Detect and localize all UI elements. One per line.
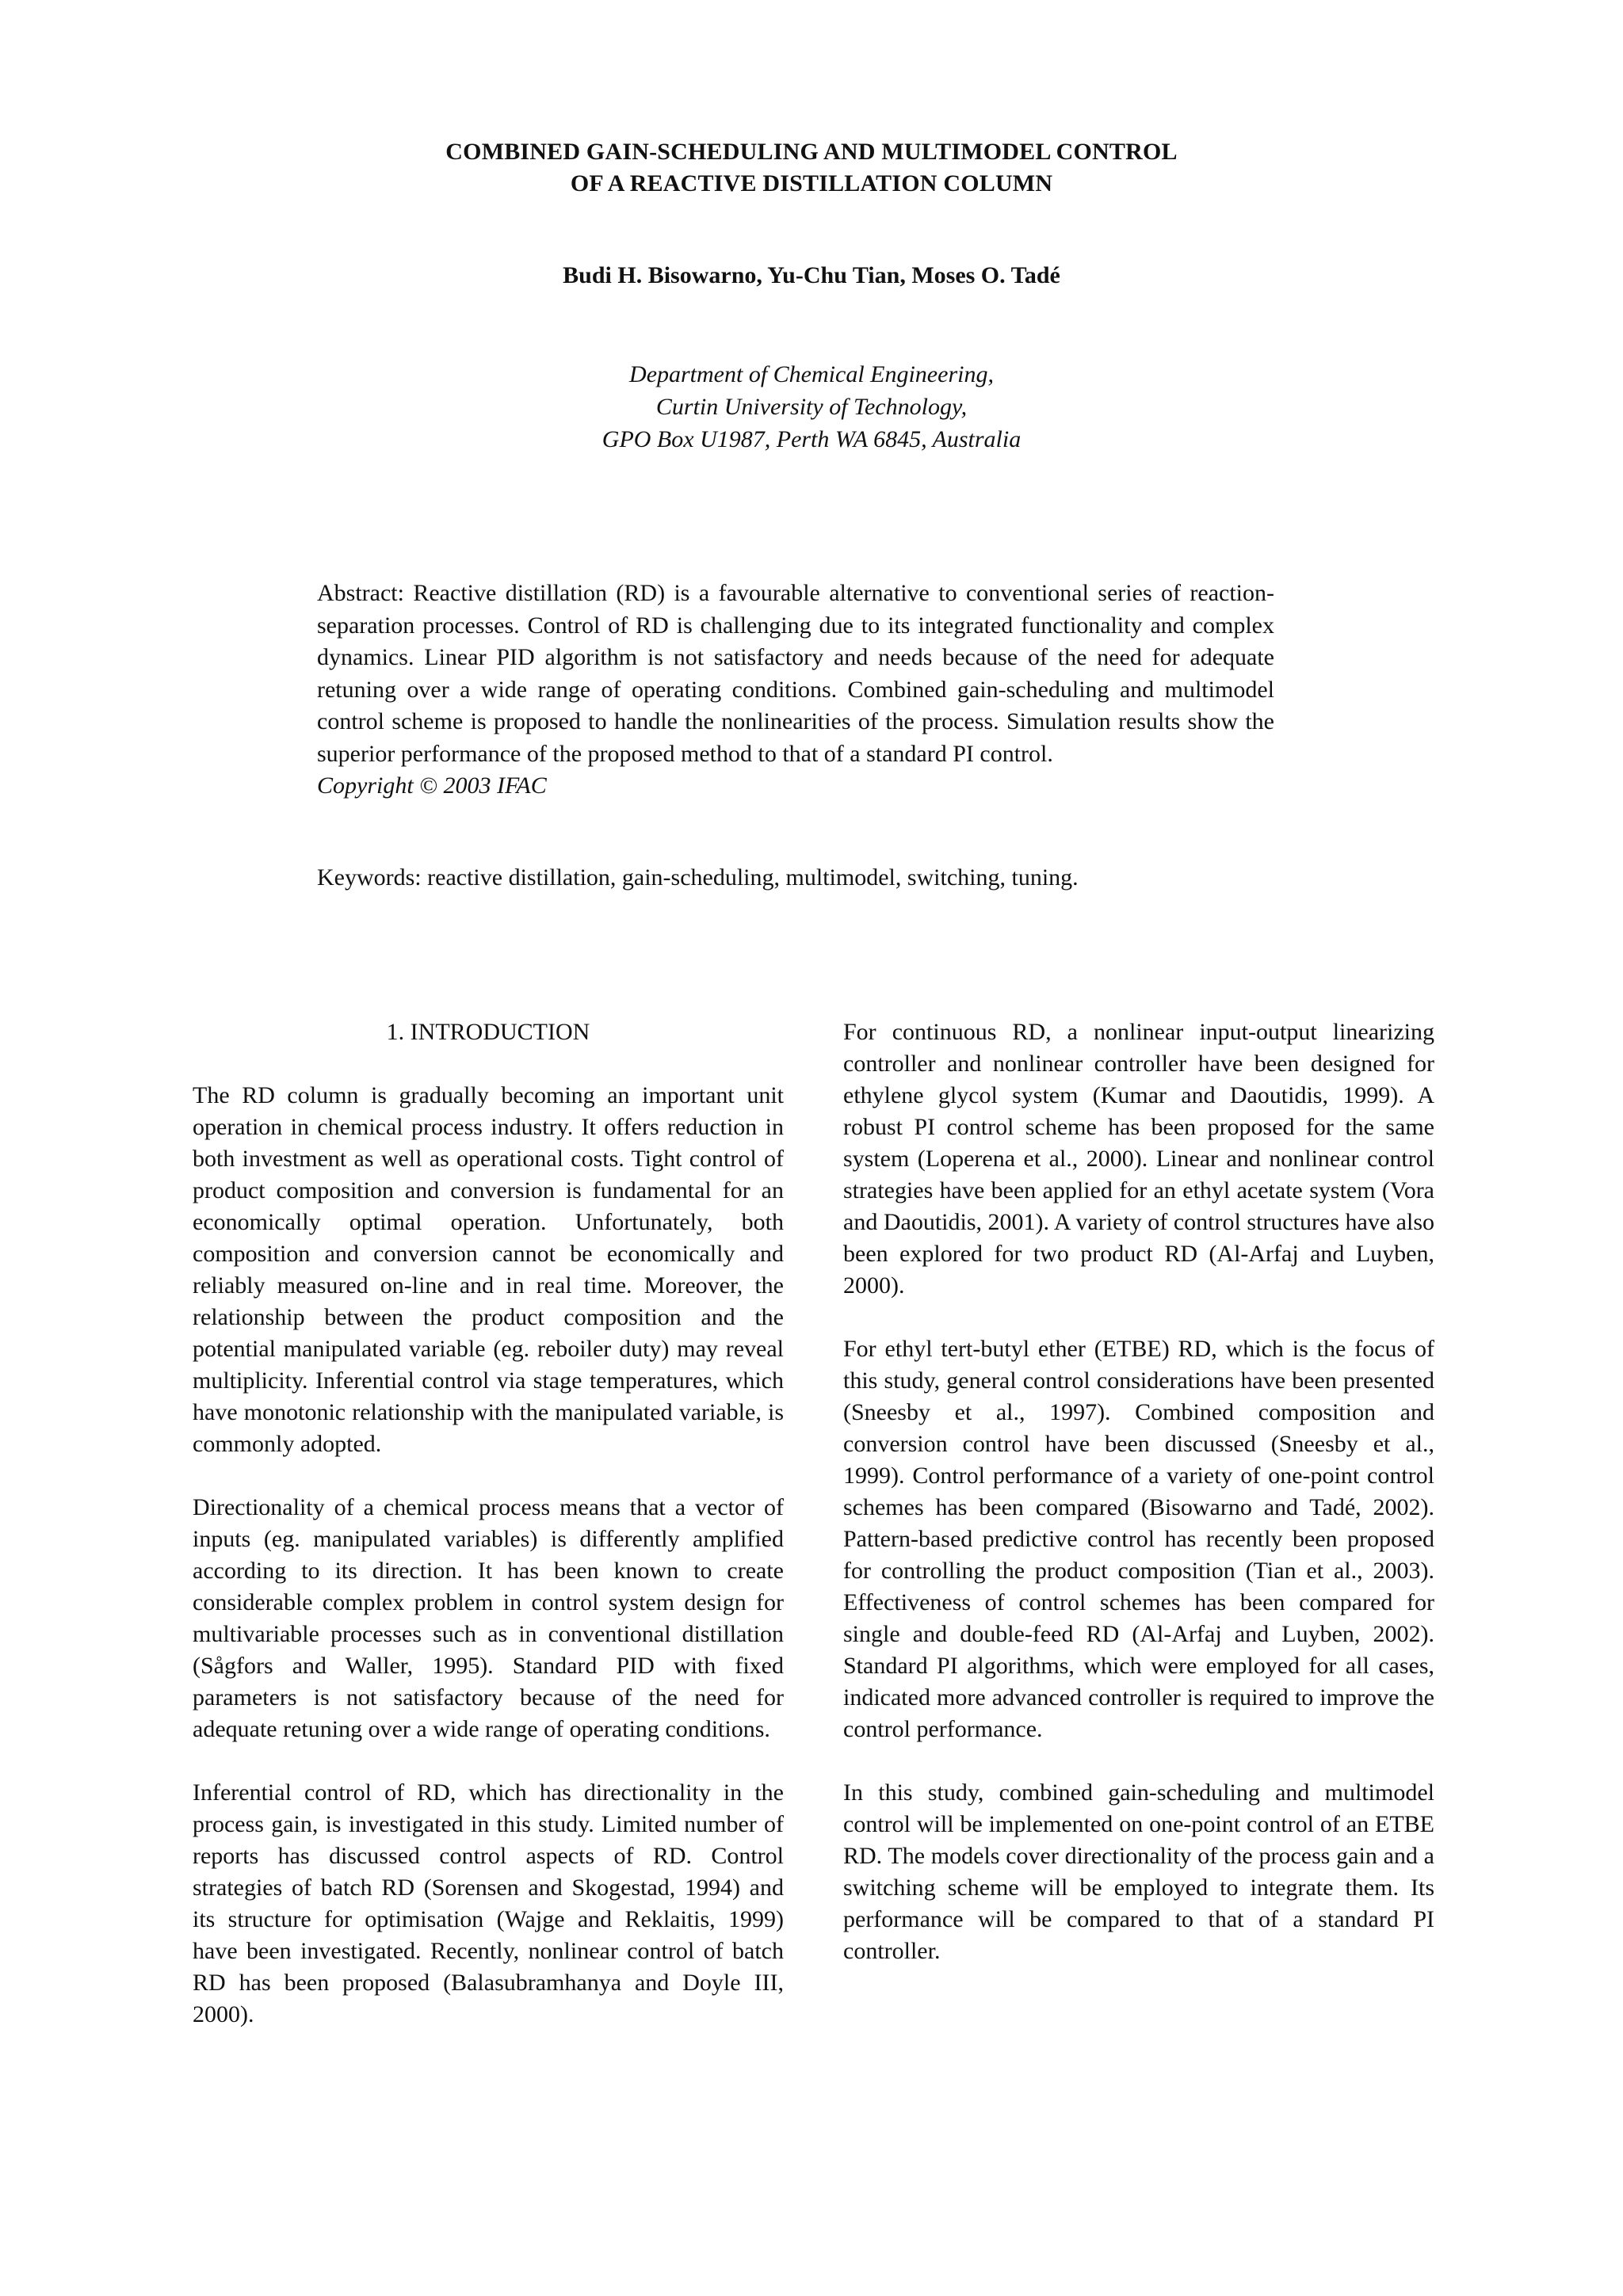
affiliation: [0, 358, 1623, 456]
body-paragraph: For ethyl tert-butyl ether (ETBE) RD, which is the focus of this study, general control considerations have been presented (Sneesby et al., 1997). Combined composition and conversion control have been discussed (Sneesby et al., 1999). Control performance of a variety of one-point control schemes has been compared (Bisowarno and Tadé, 2002). Pattern-based predictive control has recently been proposed for controlling the product composition (Tian et al., 2003). Effectiveness of control schemes has been compared for single and double-feed RD (Al-Arfaj and Luyben, 2002). Standard PI algorithms, which were employed for all cases, indicated more advanced controller is required to improve the control performance.: [843, 1336, 1434, 1742]
affiliation-line-3: GPO Box U1987, Perth WA 6845, Australia: [601, 426, 1022, 452]
left-column: [193, 1016, 784, 2062]
paper-title: [0, 136, 1623, 200]
body-paragraph: Inferential control of RD, which has directionality in the process gain, is investigated in this study. Limited number of reports has discussed control aspects of RD. Control strategies of batch RD (Sorensen and Skogestad, 1994) and its structure for optimisation (Wajge and Reklaitis, 1999) have been investigated. Recently, nonlinear control of batch RD has been proposed (Balasubramhanya and Doyle III, 2000).: [193, 1779, 784, 2027]
section-heading-introduction: 1. INTRODUCTION: [386, 1019, 590, 1045]
right-column: [843, 1016, 1434, 1999]
author-list: Budi H. Bisowarno, Yu-Chu Tian, Moses O. Tadé: [563, 262, 1060, 288]
keywords: Keywords: reactive distillation, gain-scheduling, multimodel, switching, tuning.: [317, 864, 1079, 891]
body-paragraph: For continuous RD, a nonlinear input-output linearizing controller and nonlinear controller have been designed for ethylene glycol system (Kumar and Daoutidis, 1999). A robust PI control scheme has been proposed for the same system (Loperena et al., 2000). Linear and nonlinear control strategies have been applied for an ethyl acetate system (Vora and Daoutidis, 2001). A variety of control structures have also been explored for two product RD (Al-Arfaj and Luyben, 2000).: [843, 1019, 1434, 1299]
body-paragraph: The RD column is gradually becoming an important unit operation in chemical process industry. It offers reduction in both investment as well as operational costs. Tight control of product composition and conversion is fundamental for an economically optimal operation. Unfortunately, both composition and conversion cannot be economically and reliably measured on-line and in real time. Moreover, the relationship between the product composition and the potential manipulated variable (eg. reboiler duty) may reveal multiplicity. Inferential control via stage temperatures, which have monotonic relationship with the manipulated variable, is commonly adopted.: [193, 1082, 784, 1457]
affiliation-line-2: Curtin University of Technology,: [655, 394, 968, 420]
copyright-notice: Copyright © 2003 IFAC: [317, 772, 547, 799]
body-paragraph: In this study, combined gain-scheduling and multimodel control will be implemented on one-point control of an ETBE RD. The models cover directionality of the process gain and a switching scheme will be employed to integrate them. Its performance will be compared to that of a standard PI controller.: [843, 1779, 1434, 1964]
title-line-1: COMBINED GAIN-SCHEDULING AND MULTIMODEL CONTROL: [445, 139, 1178, 165]
affiliation-line-1: Department of Chemical Engineering,: [629, 361, 994, 387]
title-line-2: OF A REACTIVE DISTILLATION COLUMN: [570, 170, 1053, 196]
abstract-text: Abstract: Reactive distillation (RD) is a favourable alternative to conventional series of reaction-separation processes. Control of RD is challenging due to its integrated functionality and complex dynamics. Linear PID algorithm is not satisfactory and needs because of the need for adequate retuning over a wide range of operating conditions. Combined gain-scheduling and multimodel control scheme is proposed to handle the nonlinearities of the process. Simulation results show the superior performance of the proposed method to that of a standard PI control.: [317, 580, 1274, 767]
abstract: [317, 578, 1274, 803]
body-paragraph: Directionality of a chemical process means that a vector of inputs (eg. manipulated variables) is differently amplified according to its direction. It has been known to create considerable complex problem in control system design for multivariable processes such as in conventional distillation (Sågfors and Waller, 1995). Standard PID with fixed parameters is not satisfactory because of the need for adequate retuning over a wide range of operating conditions.: [193, 1494, 784, 1742]
